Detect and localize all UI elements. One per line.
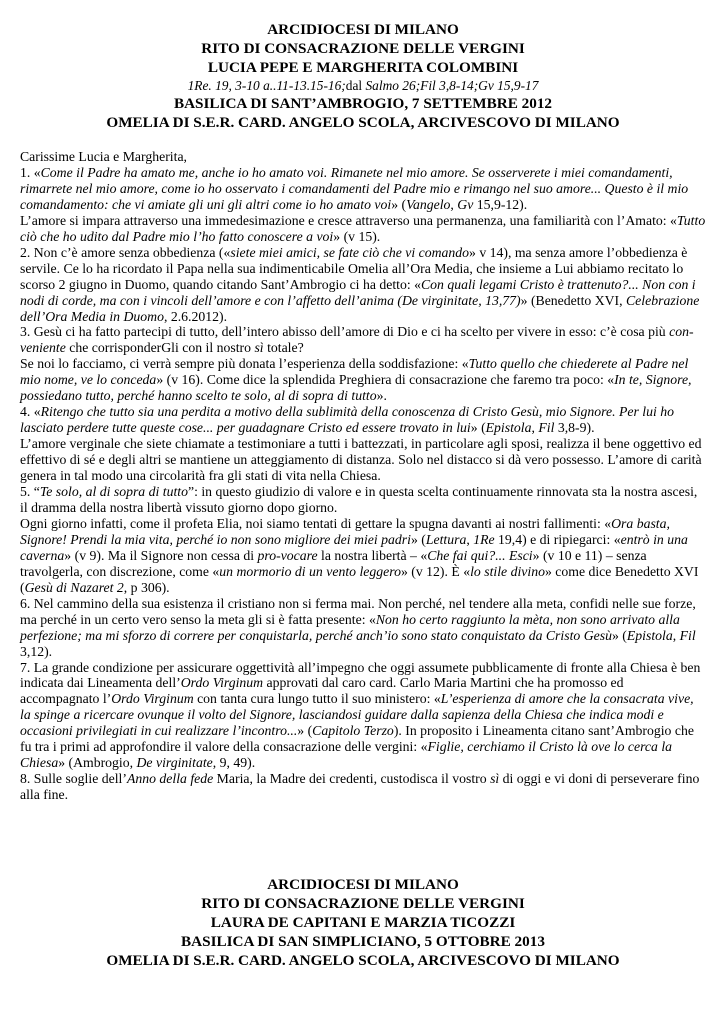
basilica-date: BASILICA DI SANT’AMBROGIO, 7 SETTEMBRE 2012 <box>173 95 553 112</box>
paragraph-6: 4. «Ritengo che tutto sia una perdita a motivo della sublimità della conoscenza di Cristo Gesù, mio Signore. Per lui ho lasciato perdere tutte queste cose... per guadagnare Cristo ed essere trovato in lui» (Epistola, Fil 3,8-9). <box>20 404 674 436</box>
paragraph-4: 3. Gesù ci ha fatto partecipi di tutto, dell’intero abisso dell’amore di Dio e ci ha scelto per vivere in esso: c’è cosa più con-veniente che corrisponderGli con il nostro sì totale? <box>20 324 694 356</box>
header-second-homily <box>20 875 706 970</box>
archdiocese-title-2: ARCIDIOCESI DI MILANO <box>267 876 459 893</box>
consecrated-names-2: LAURA DE CAPITANI E MARZIA TICOZZI <box>210 914 516 931</box>
rite-title-2: RITO DI CONSACRAZIONE DELLE VERGINI <box>201 895 525 912</box>
header-first-homily <box>20 20 706 132</box>
homily-author: OMELIA DI S.E.R. CARD. ANGELO SCOLA, ARCIVESCOVO DI MILANO <box>106 114 620 131</box>
paragraph-12: 8. Sulle soglie dell’Anno della fede Maria, la Madre dei credenti, custodisca il vostro sì di oggi e vi doni di perseverare fino alla fine. <box>20 771 700 803</box>
consecrated-names: LUCIA PEPE E MARGHERITA COLOMBINI <box>207 59 519 76</box>
paragraph-8: 5. “Te solo, al di sopra di tutto”: in questo giudizio di valore e in questa scelta continuamente rinnovata sta la nostra ascesi, il dramma della nostra libertà vissuto giorno dopo giorno. <box>20 484 698 515</box>
paragraph-10: 6. Nel cammino della sua esistenza il cristiano non si ferma mai. Non perché, nel tendere alla meta, confidi nelle sue forze, ma perché in un certo vero senso la meta gli si è fatta presente: «Non ho certo raggiunto la mèta, non sono arrivato alla perfezione; ma mi sforzo di correre per conquistarla, perché anch’io sono stato conquistato da Cristo Gesù» (Epistola, Fil 3,12). <box>20 595 696 659</box>
salutation: Carissime Lucia e Margherita, <box>20 149 187 164</box>
paragraph-11: 7. La grande condizione per assicurare oggettività all’impegno che oggi assumete pubblicamente di fronte alla Chiesa è ben indicata dai Lineamenta dell’Ordo Virginum approvati dal caro card. Carlo Maria Martini che ha promosso ed accompagnato l’Ordo Virginum con tanta cura lungo tutto il suo ministero: «L’esperienza di amore che la consacrata vive, la spinge a ricercare ovunque il volto del Signore, lasciandosi guidare dalla sapienza della Chiesa che indica modi e occasioni privilegiati in cui realizzare l’incontro...» (Capitolo Terzo). In proposito i Lineamenta citano sant’Ambrogio che fu tra i primi ad approfondire il valore della consacrazione delle vergini: «Figlie, cerchiamo il Cristo là ove lo cerca la Chiesa» (Ambrogio, De virginitate, 9, 49). <box>20 659 701 771</box>
paragraph-5: Se noi lo facciamo, ci verrà sempre più donata l’esperienza della soddisfazione: «Tutto quello che chiederete al Padre nel mio nome, ve lo conceda» (v 16). Come dice la splendida Preghiera di consacrazione che faremo tra poco: «In te, Signore, possiedano tutto, perché hanno scelto te solo, al di sopra di tutto». <box>20 356 692 404</box>
paragraph-9: Ogni giorno infatti, come il profeta Elia, noi siamo tentati di gettare la spugna davanti ai nostri fallimenti: «Ora basta, Signore! Prendi la mia vita, perché io non sono migliore dei miei padri» (Lettura, 1Re 19,4) e di ripiegarci: «entrò in una caverna» (v 9). Ma il Signore non cessa di pro-vocare la nostra libertà – «Che fai qui?... Esci» (v 10 e 11) – senza travolgerla, con discrezione, come «un mormorio di un vento leggero» (v 12). È «lo stile divino» come dice Benedetto XVI (Gesù di Nazaret 2, p 306). <box>20 515 699 595</box>
paragraph-2: L’amore si impara attraverso una immedesimazione e cresce attraverso una permanenza, una familiarità con l’Amato: «Tutto ciò che ho udito dal Padre mio l’ho fatto conoscere a voi» (v 15). <box>20 212 706 244</box>
paragraph-7: L’amore verginale che siete chiamate a testimoniare a tutti i battezzati, in particolare agli sposi, realizza il bene oggettivo ed effettivo di sé e degli altri se mantiene un atteggiamento di distanza. Solo nel distacco si dà vero possesso. L’amore di carità genera in tal modo una circolarità fra gli stati di vita nella Chiesa. <box>20 436 702 484</box>
paragraph-1: 1. «Come il Padre ha amato me, anche io ho amato voi. Rimanete nel mio amore. Se osserverete i miei comandamenti, rimarrete nel mio amore, come io ho osservato i comandamenti del Padre mio e rimango nel suo amore... Questo è il mio comandamento: che vi amiate gli uni gli altri come io ho amato voi» (Vangelo, Gv 15,9-12). <box>20 164 689 212</box>
basilica-date-2: BASILICA DI SAN SIMPLICIANO, 5 OTTOBRE 2013 <box>181 933 545 950</box>
homily-author-2: OMELIA DI S.E.R. CARD. ANGELO SCOLA, ARCIVESCOVO DI MILANO <box>106 952 620 969</box>
archdiocese-title: ARCIDIOCESI DI MILANO <box>267 21 459 38</box>
homily-body <box>20 149 706 803</box>
homily-page <box>20 20 706 803</box>
readings-line: 1Re. 19, 3-10 a..11-13.15-16;dal Salmo 26;Fil 3,8-14;Gv 15,9-17 <box>187 78 539 93</box>
paragraph-3: 2. Non c’è amore senza obbedienza («siete miei amici, se fate ciò che vi comando» v 14), ma senza amore l’obbedienza è servile. Ce lo ha ricordato il Papa nella sua indimenticabile Omelia all’Ora Media, che insieme a Lui abbiamo recitato lo scorso 2 giugno in Duomo, quando citando Sant’Ambrogio ci ha detto: «Con quali legami Cristo è trattenuto?... Non con i nodi di corde, ma con i vincoli dell’amore e con l’affetto dell’anima (De virginitate, 13,77)» (Benedetto XVI, Celebrazione dell’Ora Media in Duomo, 2.6.2012). <box>20 244 700 324</box>
rite-title: RITO DI CONSACRAZIONE DELLE VERGINI <box>201 40 525 57</box>
